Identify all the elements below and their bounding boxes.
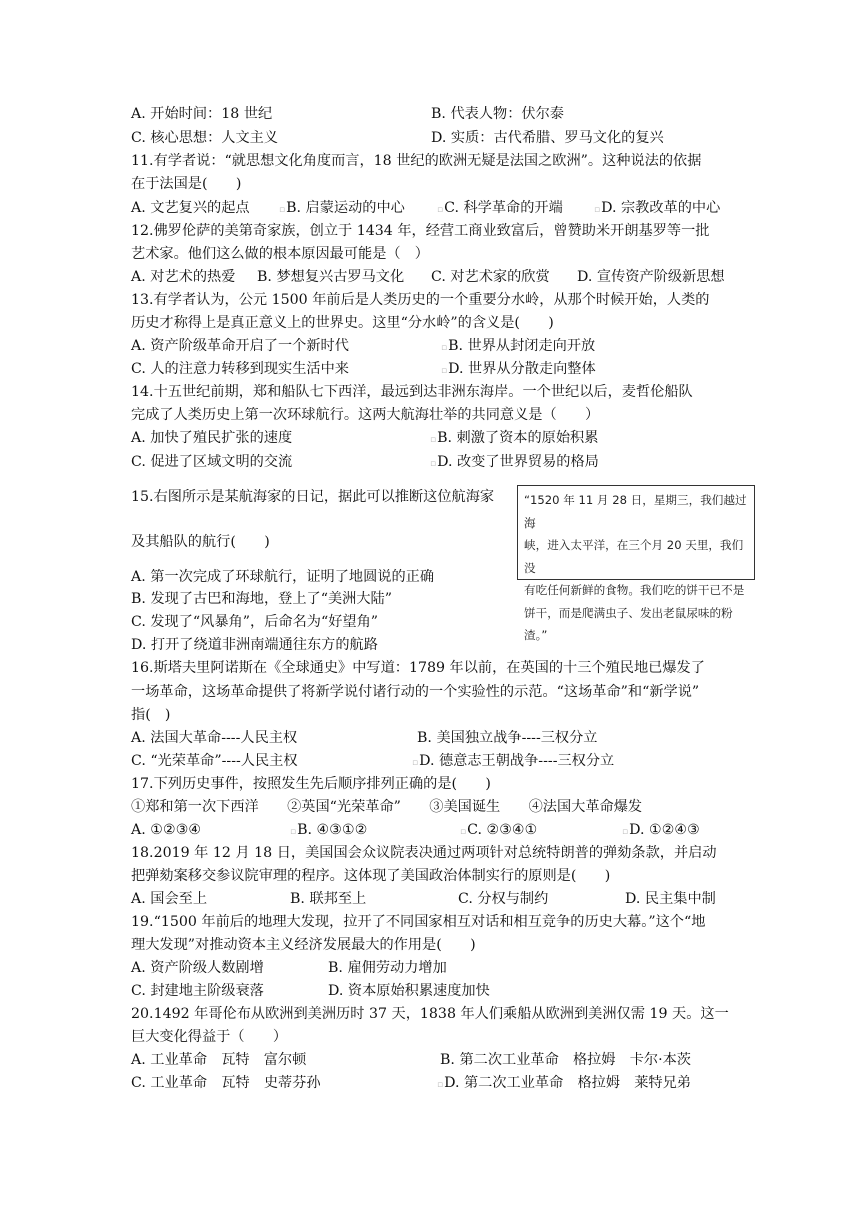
diary-line: “1520 年 11 月 28 日，星期三，我们越过海 [524, 493, 747, 530]
q19-option-d: D. 资本原始积累速度加快 [328, 983, 490, 999]
q15-option-c: C. 发现了“风暴角”，后命名为“好望角” [131, 614, 379, 630]
q14-option-c: C. 促进了区域文明的交流 [131, 454, 293, 470]
q12-option-a: A. 对艺术的热爱 [131, 269, 236, 285]
q17-option-a: A. ①②③④ [131, 822, 202, 838]
q14-stem-line2: 完成了人类历史上第一次环球航行。这两大航海壮举的共同意义是（ ） [131, 407, 600, 423]
q15-option-d: D. 打开了绕道非洲南端通往东方的航路 [131, 637, 378, 653]
q15-stem-line2: 及其船队的航行( ) [131, 534, 270, 550]
q18-option-d: D. 民主集中制 [625, 891, 716, 907]
q17-stem-line1: 17.下列历史事件，按照发生先后顺序排列正确的是( ) [131, 776, 491, 792]
q13-option-b: ▫B. 世界从封闭走向开放 [441, 338, 596, 354]
q11-option-b: ▫B. 启蒙运动的中心 [279, 200, 405, 216]
q19-stem-line1: 19.“1500 年前后的地理大发现，拉开了不同国家相互对话和相互竞争的历史大幕。”这个“地 [131, 914, 706, 930]
diary-line: 有吃任何新鲜的食物。我们吃的饼干已不是 [524, 583, 745, 597]
q16-stem-line3: 指( ) [131, 707, 171, 723]
q15-option-a: A. 第一次完成了环球航行，证明了地圆说的正确 [131, 569, 435, 585]
q16-option-c: C. “光荣革命”----人民主权 [131, 753, 298, 769]
q20-option-a: A. 工业革命 瓦特 富尔顿 [131, 1052, 307, 1068]
q17-events-list: ①郑和第一次下西洋 ②英国“光荣革命” ③美国诞生 ④法国大革命爆发 [131, 799, 643, 815]
diary-line: 峡，进入太平洋，在三个月 20 天里，我们没 [524, 538, 744, 575]
q13-stem-line1: 13.有学者认为，公元 1500 年前后是人类历史的一个重要分水岭，从那个时候开始，人类的 [131, 292, 710, 308]
q13-option-d: ▫D. 世界从分散走向整体 [441, 361, 596, 377]
q18-option-a: A. 国会至上 [131, 891, 208, 907]
q10-option-c: C. 核心思想：人文主义 [131, 130, 279, 146]
q17-option-b: ▫B. ④③①② [290, 822, 368, 838]
q17-option-d: ▫D. ①②④③ [622, 822, 700, 838]
q14-option-b: ▫B. 刺激了资本的原始积累 [430, 430, 599, 446]
q19-option-c: C. 封建地主阶级衰落 [131, 983, 264, 999]
q19-option-a: A. 资产阶级人数剧增 [131, 960, 264, 976]
q20-stem-line1: 20.1492 年哥伦布从欧洲到美洲历时 37 天，1838 年人们乘船从欧洲到美洲仅需 19 天。这一 [131, 1006, 729, 1022]
q19-option-b: B. 雇佣劳动力增加 [328, 960, 447, 976]
q16-option-d: ▫D. 德意志王朝战争----三权分立 [412, 753, 615, 769]
q12-stem-line2: 艺术家。他们这么做的根本原因最可能是（ ） [131, 246, 429, 262]
q19-stem-line2: 理大发现”对推动资本主义经济发展最大的作用是( ) [131, 937, 476, 953]
diary-line: 饼干，而是爬满虫子、发出老鼠尿味的粉渣。” [524, 605, 733, 642]
q16-option-b: B. 美国独立战争----三权分立 [417, 730, 598, 746]
q12-option-b: B. 梦想复兴古罗马文化 [257, 269, 405, 285]
q18-option-b: B. 联邦至上 [290, 891, 367, 907]
q11-stem-line2: 在于法国是( ) [131, 176, 242, 192]
q10-option-b: B. 代表人物：伏尔泰 [431, 106, 564, 122]
q20-option-b: B. 第二次工业革命 格拉姆 卡尔·本茨 [440, 1052, 691, 1068]
q11-option-c: ▫C. 科学革命的开端 [437, 200, 563, 216]
q20-option-c: C. 工业革命 瓦特 史蒂芬孙 [131, 1075, 321, 1091]
q11-stem-line1: 11.有学者说：“就思想文化角度而言，18 世纪的欧洲无疑是法国之欧洲”。这种说法的依据 [131, 153, 702, 169]
q13-option-a: A. 资产阶级革命开启了一个新时代 [131, 338, 349, 354]
q18-stem-line2: 把弹劾案移交参议院审理的程序。这体现了美国政治体制实行的原则是( ) [131, 868, 611, 884]
q13-option-c: C. 人的注意力转移到现实生活中来 [131, 361, 349, 377]
q14-option-a: A. 加快了殖民扩张的速度 [131, 430, 293, 446]
q18-stem-line1: 18.2019 年 12 月 18 日，美国国会众议院表决通过两项针对总统特朗普的弹劾条款，并启动 [131, 845, 717, 861]
q20-option-d: ▫D. 第二次工业革命 格拉姆 莱特兄弟 [437, 1075, 691, 1091]
q16-option-a: A. 法国大革命----人民主权 [131, 730, 298, 746]
q14-option-d: ▫D. 改变了世界贸易的格局 [430, 454, 599, 470]
q15-option-b: B. 发现了古巴和海地，登上了“美洲大陆” [131, 591, 392, 607]
q15-stem-line1: 15.右图所示是某航海家的日记，据此可以推断这位航海家 [131, 489, 495, 505]
q13-stem-line2: 历史才称得上是真正意义上的世界史。这里“分水岭”的含义是( ) [131, 315, 554, 331]
q12-stem-line1: 12.佛罗伦萨的美第奇家族，创立于 1434 年，经营工商业致富后，曾赞助米开朗基罗等一批 [131, 223, 710, 239]
q12-option-d: D. 宣传资产阶级新思想 [577, 269, 725, 285]
q14-stem-line1: 14.十五世纪前期，郑和船队七下西洋，最远到达非洲东海岸。一个世纪以后，麦哲伦船队 [131, 384, 693, 400]
q12-option-c: C. 对艺术家的欣赏 [431, 269, 550, 285]
q20-stem-line2: 巨大变化得益于（ ） [131, 1029, 288, 1045]
q18-option-c: C. 分权与制约 [458, 891, 549, 907]
q11-option-a: A. 文艺复兴的起点 [131, 200, 250, 216]
q10-option-a: A. 开始时间：18 世纪 [131, 106, 273, 122]
q16-stem-line2: 一场革命，这场革命提供了将新学说付诸行动的一个实验性的示范。“这场革命”和“新学说” [131, 684, 700, 700]
q11-option-d: ▫D. 宗教改革的中心 [594, 200, 721, 216]
q16-stem-line1: 16.斯塔夫里阿诺斯在《全球通史》中写道：1789 年以前，在英国的十三个殖民地已爆发了 [131, 660, 705, 676]
q15-diary-box [517, 485, 755, 642]
q10-option-d: D. 实质：古代希腊、罗马文化的复兴 [431, 130, 664, 146]
q17-option-c: ▫C. ②③④① [460, 822, 538, 838]
